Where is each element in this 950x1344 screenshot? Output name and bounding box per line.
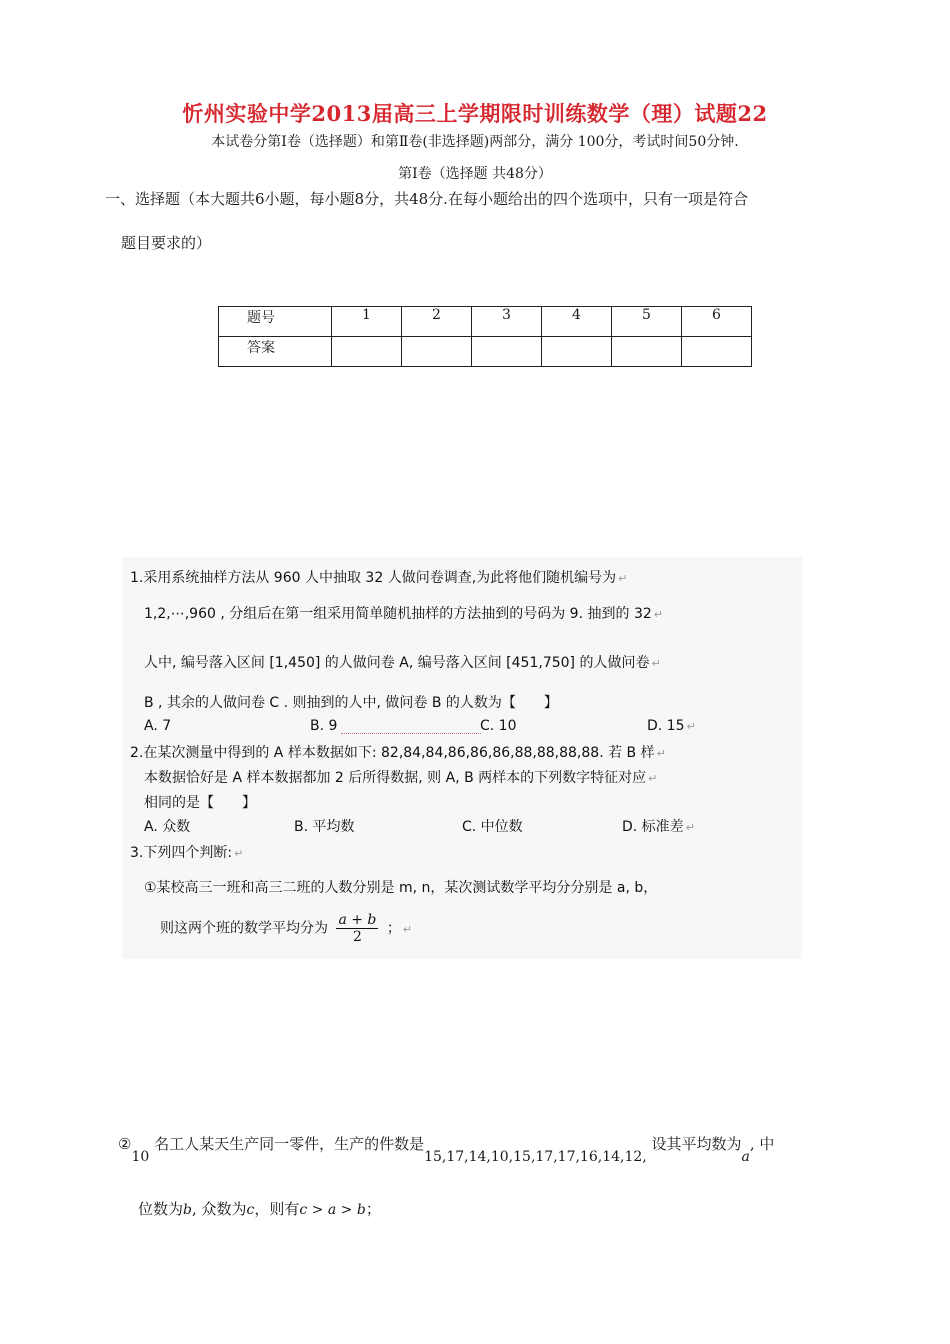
q2-line3: 相同的是【 】 [144, 795, 256, 811]
statement-two-cont: 位数为b, 众数为c，则有c > a > b； [138, 1200, 381, 1218]
exam-subtitle: 本试卷分第Ⅰ卷（选择题）和第Ⅱ卷(非选择题)两部分，满分 100分，考试时间50分钟. [211, 134, 739, 150]
q2-line2: 本数据恰好是 A 样本数据都加 2 后所得数据, 则 A, B 两样本的下列数字特征对应 ↵ [144, 770, 658, 786]
answer-cell[interactable] [472, 337, 542, 367]
q3-statement1: ①某校高三一班和高三二班的人数分别是 m, n，某次测试数学平均分分别是 a, b， [144, 880, 658, 896]
q1-line3: 人中, 编号落入区间 [1,450] 的人做问卷 A, 编号落入区间 [451,750] 的人做问卷 ↵ [144, 655, 661, 671]
question-number-cell: 2 [402, 307, 472, 337]
q1-option-b: B. 9 [310, 718, 481, 734]
section-instructions: 一、选择题（本大题共6小题，每小题8分，共48分.在每小题给出的四个选项中，只有一项是符合 [105, 190, 748, 208]
q2-option-c: C. 中位数 [462, 819, 523, 835]
answer-cell[interactable] [402, 337, 472, 367]
question-number-cell: 4 [542, 307, 612, 337]
average-fraction: $\frac{a + b}{2}$ [338, 912, 377, 945]
q1-option-d: D. 15 ↵ [647, 718, 696, 734]
question-number-cell: 3 [472, 307, 542, 337]
exam-title: 忻州实验中学2013届高三上学期限时训练数学（理）试题22 [182, 101, 768, 126]
answer-cell[interactable] [332, 337, 402, 367]
part-one-heading: 第Ⅰ卷（选择题 共48分） [398, 166, 552, 182]
answer-cell[interactable] [542, 337, 612, 367]
q3-statement1-cont: 则这两个班的数学平均分为 $\frac{a + b}{2}$ ； ↵ [160, 912, 413, 945]
q1-line4: B , 其余的人做问卷 C . 则抽到的人中, 做问卷 B 的人数为【 】 [144, 695, 558, 711]
question-number-cell: 5 [612, 307, 682, 337]
answer-label: 答案 [219, 337, 332, 367]
answer-table-header-row [219, 307, 752, 337]
q1-line2: 1,2,⋯,960 , 分组后在第一组采用简单随机抽样的方法抽到的号码为 9. 抽到的 32 ↵ [144, 606, 663, 622]
question-number-cell: 6 [682, 307, 752, 337]
q1-option-c: C. 10 [480, 718, 517, 734]
answer-table [218, 306, 752, 367]
q1-option-a: A. 7 [144, 718, 172, 734]
statement-two: ②10 名工人某天生产同一零件，生产的件数是15,17,14,10,15,17,17,16,14,12, 设其平均数为a, 中 [118, 1135, 775, 1165]
question-number-cell: 1 [332, 307, 402, 337]
section-instructions-cont: 题目要求的） [121, 234, 212, 252]
q2-line1: 2.在某次测量中得到的 A 样本数据如下: 82,84,84,86,86,86,88,88,88,88. 若 B 样 ↵ [130, 745, 666, 761]
answer-cell[interactable] [612, 337, 682, 367]
question-number-label: 题号 [219, 307, 332, 337]
q2-option-b: B. 平均数 [294, 819, 355, 835]
q3-line1: 3.下列四个判断: ↵ [130, 845, 244, 861]
dotted-underline [341, 731, 481, 734]
q2-option-a: A. 众数 [144, 819, 191, 835]
answer-cell[interactable] [682, 337, 752, 367]
question-image-block [122, 557, 802, 959]
answer-table-answer-row [219, 337, 752, 367]
q2-option-d: D. 标准差 ↵ [622, 819, 695, 835]
q1-line1: 1.采用系统抽样方法从 960 人中抽取 32 人做问卷调查,为此将他们随机编号为 ↵ [130, 570, 628, 586]
